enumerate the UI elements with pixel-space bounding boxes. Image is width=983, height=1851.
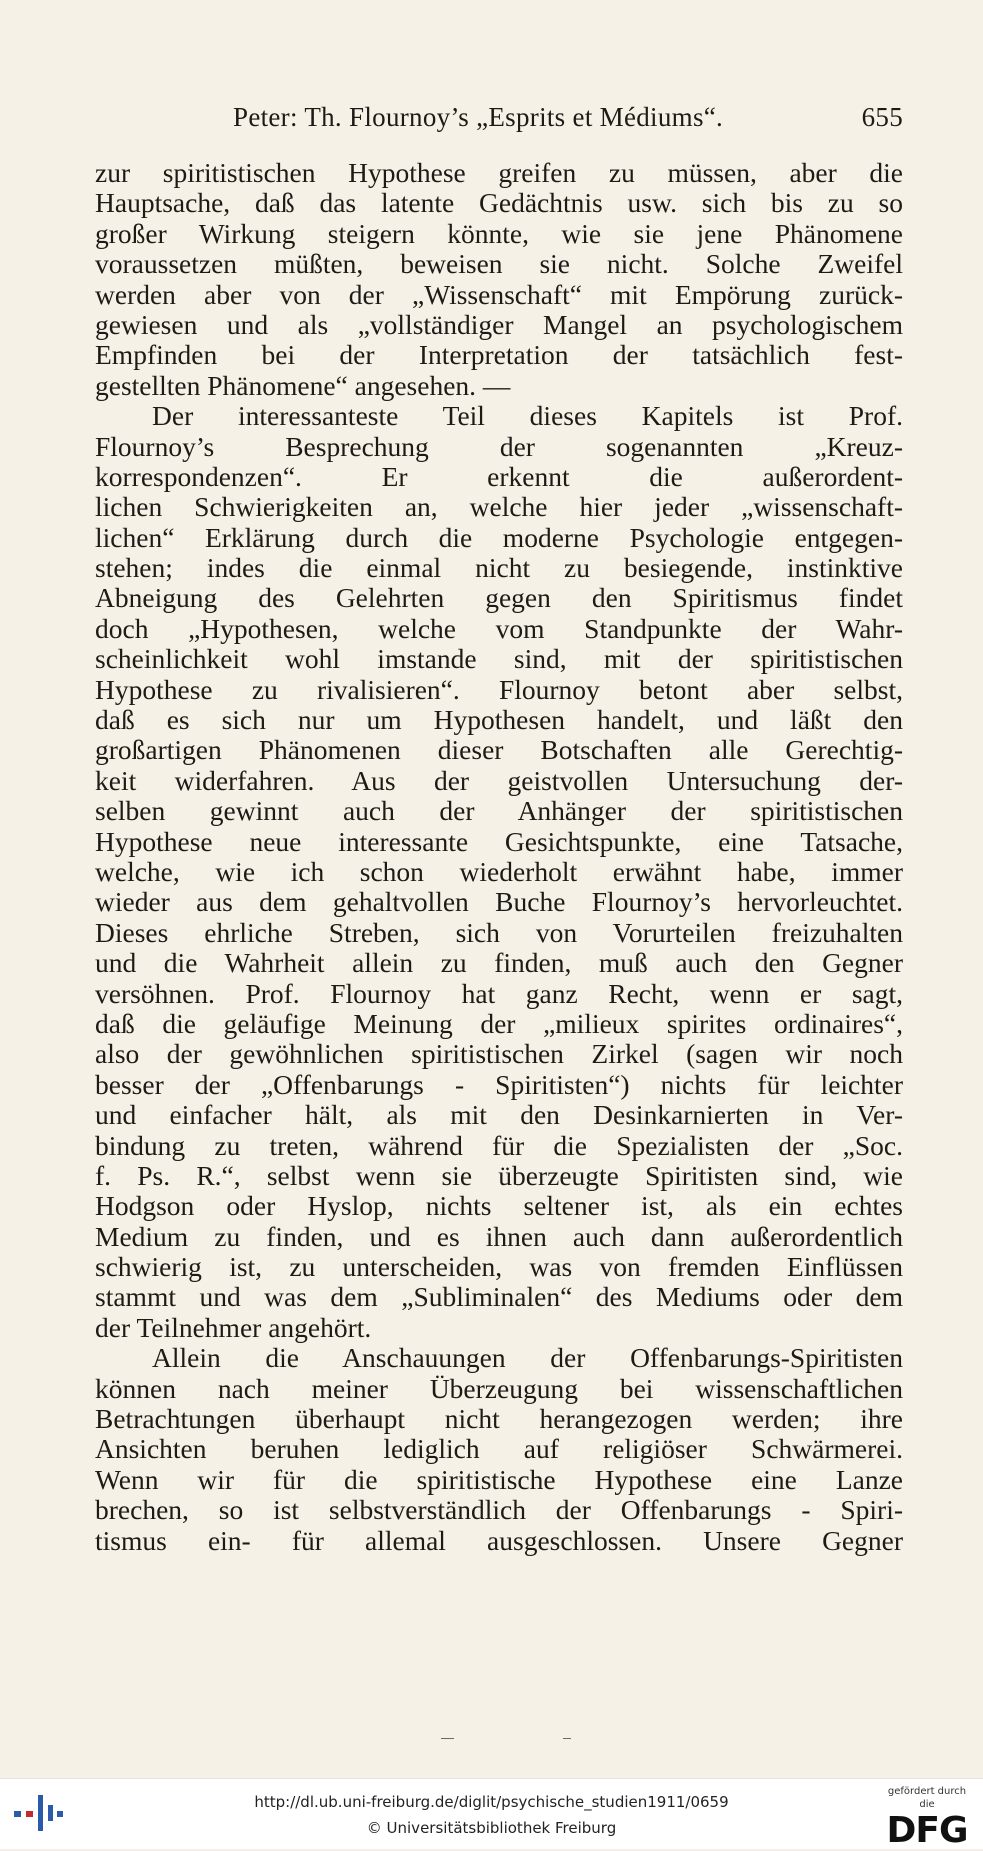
text-line: Hypothese neue interessante Gesichtspunkte, eine Tatsache, [95, 826, 903, 857]
text-line: korrespondenzen“. Er erkennt die außerordent- [95, 461, 903, 492]
page-end-marks [441, 1738, 571, 1746]
text-line: großartigen Phänomenen dieser Botschaften alle Gerechtig- [95, 735, 903, 766]
viewer-footer [0, 1778, 983, 1849]
text-line: tismus ein- für allemal ausgeschlossen. Unsere Gegner [95, 1525, 903, 1556]
text-line: und einfacher hält, als mit den Desinkarnierten in Ver- [95, 1100, 903, 1131]
text-line: stammt und was dem „Subliminalen“ des Mediums oder dem [95, 1282, 903, 1313]
text-line: großer Wirkung steigern könnte, wie sie jene Phänomene [95, 218, 903, 249]
dfg-funded-by: gefördert durch die [887, 1786, 967, 1810]
text-line: Flournoy’s Besprechung der sogenannten „Kreuz- [95, 431, 903, 462]
text-line: voraussetzen müßten, beweisen sie nicht. Solche Zweifel [95, 249, 903, 280]
body-text [95, 158, 903, 1556]
text-line: Empfinden bei der Interpretation der tatsächlich fest- [95, 340, 903, 371]
text-line: also der gewöhnlichen spiritistischen Zirkel (sagen wir noch [95, 1039, 903, 1070]
text-line: der Teilnehmer angehört. [95, 1312, 372, 1343]
dash-mark [441, 1738, 454, 1739]
text-line: zur spiritistischen Hypothese greifen zu müssen, aber die [95, 158, 903, 188]
text-line: lichen“ Erklärung durch die moderne Psychologie entgegen- [95, 522, 903, 553]
text-line: Hypothese zu rivalisieren“. Flournoy betont aber selbst, [95, 674, 903, 705]
text-line: bindung zu treten, während für die Spezialisten der „Soc. [95, 1130, 903, 1161]
text-line: f. Ps. R.“, selbst wenn sie überzeugte Spiritisten sind, wie [95, 1160, 903, 1191]
paragraph-2 [95, 401, 903, 1343]
text-line: besser der „Offenbarungs - Spiritisten“) nichts für leichter [95, 1069, 903, 1100]
dfg-logo[interactable] [881, 1785, 973, 1851]
text-line: selben gewinnt auch der Anhänger der spiritistischen [95, 796, 903, 827]
text-line: scheinlichkeit wohl imstande sind, mit der spiritistischen [95, 644, 903, 675]
text-line: lichen Schwierigkeiten an, welche hier jeder „wissenschaft- [95, 492, 903, 523]
running-title: Peter: Th. Flournoy’s „Esprits et Médiums“. [233, 102, 724, 132]
text-line: welche, wie ich schon wiederholt erwähnt habe, immer [95, 856, 903, 887]
text-line: schwierig ist, zu unterscheiden, was von fremden Einflüssen [95, 1252, 903, 1283]
text-line: Hauptsache, daß das latente Gedächtnis usw. sich bis zu so [95, 188, 903, 219]
text-line: stehen; indes die einmal nicht zu besiegende, instinktive [95, 553, 903, 584]
text-line: keit widerfahren. Aus der geistvollen Untersuchung der- [95, 765, 903, 796]
text-line: Hodgson oder Hyslop, nichts seltener ist, als ein echtes [95, 1191, 903, 1222]
text-line: daß die geläufige Meinung der „milieux spirites ordinaires“, [95, 1008, 903, 1039]
text-line: versöhnen. Prof. Flournoy hat ganz Recht, wenn er sagt, [95, 978, 903, 1009]
paragraph-1 [95, 158, 903, 401]
footer-copyright: © Universitätsbibliothek Freiburg [366, 1819, 617, 1837]
text-line: Wenn wir für die spiritistische Hypothese eine Lanze [95, 1464, 903, 1495]
text-line: Medium zu finden, und es ihnen auch dann außerordentlich [95, 1221, 903, 1252]
text-line: gestellten Phänomene“ angesehen. — [95, 370, 511, 401]
text-line: können nach meiner Überzeugung bei wissenschaftlichen [95, 1373, 903, 1404]
text-line: Abneigung des Gelehrten gegen den Spiritismus findet [95, 583, 903, 614]
text-line: und die Wahrheit allein zu finden, muß auch den Gegner [95, 948, 903, 979]
paragraph-3 [95, 1343, 903, 1556]
text-line: Allein die Anschauungen der Offenbarungs-Spiritisten [152, 1343, 903, 1374]
dash-mark [563, 1738, 571, 1739]
text-line: doch „Hypothesen, welche vom Standpunkte der Wahr- [95, 613, 903, 644]
page-number: 655 [861, 102, 903, 132]
text-line: Betrachtungen überhaupt nicht herangezogen werden; ihre [95, 1404, 903, 1435]
text-line: daß es sich nur um Hypothesen handelt, und läßt den [95, 705, 903, 736]
text-line: brechen, so ist selbstverständlich der Offenbarungs - Spiri- [95, 1495, 903, 1526]
text-line: gewiesen und als „vollständiger Mangel an psychologischem [95, 309, 903, 340]
text-line: Der interessanteste Teil dieses Kapitels ist Prof. [152, 401, 903, 432]
text-line: Dieses ehrliche Streben, sich von Vorurteilen freizuhalten [95, 917, 903, 948]
text-line: Ansichten beruhen lediglich auf religiöser Schwärmerei. [95, 1434, 903, 1465]
dfg-mark: DFG [886, 1810, 968, 1851]
footer-url-link[interactable]: http://dl.ub.uni-freiburg.de/diglit/psychische_studien1911/0659 [254, 1793, 729, 1811]
text-line: werden aber von der „Wissenschaft“ mit Empörung zurück- [95, 279, 903, 310]
text-line: wieder aus dem gehaltvollen Buche Flournoy’s hervorleuchtet. [95, 887, 903, 918]
running-head [95, 102, 903, 138]
